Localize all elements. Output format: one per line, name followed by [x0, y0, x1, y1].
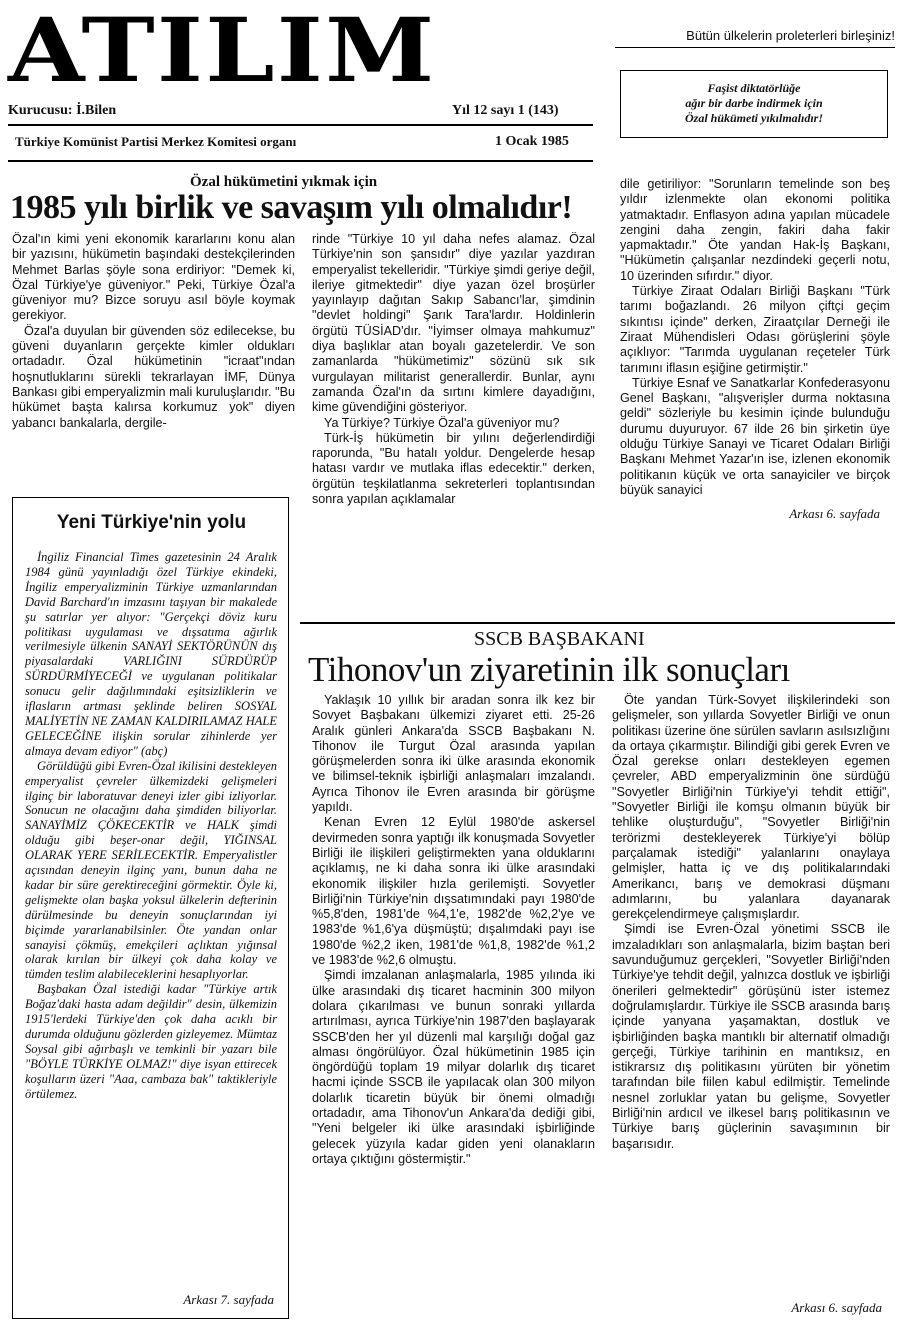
continued-reference: Arkası 6. sayfada — [789, 506, 880, 522]
paragraph: Şimdi ise Evren-Özal yönetimi SSCB ile imzaladıkları son anlaşmalarla, bizim baştan beri savunduğumuz gerçekleri, "Sovyetler Birliği'nden Türkiye'ye tehdit değil, yalnızca dostluk ve işbirliği önerileri gelmektedir" görüşünü ister istemez doğrulamışlardır. Türkiye ile SSCB arasında barış içinde yanyana yaşamaktan, dostluk ve işbirliğinden başka mantıklı bir alternatif olmadığı gerçeği, Türkiye tarihinin en mantıksız, en istikrarsız dış politikasını yürüten bir yönetim tarafından bile fiilen kabul edilmiştir. Temelinde nesnel zorluklar yatan bu gelişme, Sovyetler Birliği'nin ardıcıl ve ilkesel barış politikasının ve Türkiye barış güçlerinin savaşımının bir başarısıdır. — [612, 922, 890, 1151]
continued-reference: Arkası 7. sayfada — [183, 1292, 274, 1307]
paragraph: Öte yandan Türk-Sovyet ilişkilerindeki son gelişmeler, son yıllarda Sovyetler Birliği ve onun politikası üzerine öne sürülen savların asılsızlığını da ortaya çıkarmıştır. Bilindiği gibi gerek Evren ve Özal gerekse onları destekleyen egemen çevreler, ABD emperyalizminin öne sürdüğü "Sovyetler Birliği'nin Türkiye'yi tehdit ettiği", "Sovyetler Birliği ile komşu olmanın büyük bir tehlike oluşturduğu", "Sovyetler Birliği'nin terörizmi destekleyerek Türkiye'yi bölüp parçalamak istediği" yalanlarını onaylaya gelmişler, hatta iç ve dış politikalarındaki Amerikancı, barış ve demokrasi düşmanı adımlarını, bu yalanlara dayanarak gerekçelendirmeye çalışmışlardır. — [612, 693, 890, 922]
masthead-rule-bottom — [8, 160, 593, 162]
article1-column-3 — [620, 177, 890, 522]
paragraph: Görüldüğü gibi Evren-Özal ikilisini destekleyen emperyalist çevreler ülkemizdeki gelişmeleri ilginç bir laboratuvar deneyi izler gibi izliyorlar. Sonucun ne olacağını daha şimdiden biliyorlar. SANAYİMİZ ÇÖKECEKTİR ve HALK şimdi olduğu gibi beşer-onar değil, YIĞINSAL OLARAK YERE SERİLECEKTİR. Emperyalistler açısından deneyin ilginç yanı, bunun daha ne kadar bir süre gerektireceğini görmektir. Öyle ki, gelişmekte olan başka yoksul ülkelerin defterinin dürülmesinde bu deneyin sonuçlarından iyi biçimde yararlanabilsinler. Öte yandan onlar sanayisi çökmüş, emekçileri açlıktan yığınsal olarak kırılan bir ülkeyi çok daha kolay ve tümden teslim alabileceklerini hesaplıyorlar. — [25, 758, 277, 982]
issue-number: Yıl 12 sayı 1 (143) — [452, 103, 559, 118]
article1-kicker: Özal hükümetini yıkmak için — [190, 174, 378, 190]
founder-line: Kurucusu: İ.Bilen — [8, 103, 117, 118]
article1-column-2 — [312, 232, 595, 507]
continued-reference: Arkası 6. sayfada — [791, 1300, 882, 1315]
article1-headline: 1985 yılı birlik ve savaşım yılı olmalıdır! — [10, 189, 573, 226]
article2-headline: Tihonov'un ziyaretinin ilk sonuçları — [308, 650, 790, 689]
slogan: Bütün ülkelerin proleterleri birleşiniz! — [686, 28, 895, 43]
issue-date: 1 Ocak 1985 — [495, 134, 569, 149]
quote-line: ağır bir darbe indirmek için — [685, 96, 823, 110]
paragraph: rinde "Türkiye 10 yıl daha nefes alamaz. Özal Türkiye'nin son şansıdır" diye yazılar yazdıran emperyalist tekelleridir. "Türkiye şimdi geriye değil, ileriye gitmektedir" diye yazan özel broşürler yayınlayıp dağıtan Sakıp Sabancı'lar, şimdinin "devlet holdingi" Şarık Tara'lardır. Holdinlerin örgütü TÜSİAD'dır. "İyimser olmaya mahkumuz" diya başlıklar atan boyalı gazetelerdir. Ve son zamanlarda "hükümetimiz" sözünü sık sık vurgulayan militarist generallerdir. Bunlar, aynı zamanda Özal'ın da sırtını kimlere dayadığını, kime güvendiğini gösteriyor. — [312, 232, 595, 415]
section-rule — [300, 622, 895, 624]
paragraph: İngiliz Financial Times gazetesinin 24 Aralık 1984 günü yayınladığı özel Türkiye ekindeki, İngiliz emperyalizminin Türkiye uzmanlarından David Barchard'ın imzasını taşıyan bir makalede şu satırlar yer alıyor: "Gerçekçi döviz kuru politikası uygulaması ve dışsatıma ağırlık verilmesiyle ülkenin SANAYİ SEKTÖRÜNÜN dış piyasalardaki VARLIĞINI SÜRDÜRÜP SÜRDÜRMİYECEĞİ ve uygulanan politikalar sonucu gelir dağılımındaki eşitsizliklerin ve iflasların artması şeklinde beliren SOSYAL MALİYETİN NE ZAMAN KALDIRILAMAZ HALE GELECEĞİNE ilişkin sorular zihinlerde yer almaya devam ediyor" (abç) — [25, 550, 277, 758]
paragraph: Türkiye Esnaf ve Sanatkarlar Konfederasyonu Genel Başkanı, "alışverişler durma noktasına geldi" sözleriyle bu kesimin içinde bulunduğu durumu duyuruyor. 67 ilde 26 bin şirketin üye olduğu Türkiye Sanayi ve Ticaret Odaları Birliği Başkanı Mehmet Yazar'ın ise, izlenen ekonomik politikanın küçük ve orta sanayiciler ve birçok büyük sanayici — [620, 375, 890, 497]
quote-line: Özal hükümeti yıkılmalıdır! — [684, 111, 824, 125]
article2-column-1 — [312, 693, 595, 1167]
paragraph: Yaklaşık 10 yıllık bir aradan sonra ilk kez bir Sovyet Başbakanı ülkemizi ziyaret etti. 25-26 Aralık günleri Ankara'da SSCB Başbakanı N. Tihonov ile Turgut Özal arasında yapılan görüşmelerden sonra iki ülke arasında ekonomik ve bilimsel-teknik işbirliği anlaşmaları imzalandı. Ayrıca Tihonov ile Evren arasında bir görüşme yapıldı. — [312, 693, 595, 815]
sidebar-box — [12, 497, 289, 1319]
sidebar-body — [25, 550, 277, 1102]
paragraph: Türk-İş hükümetin bir yılını değerlendirdiği raporunda, "Bu hatalı yoldur. Dengelerde hesap hatası vardır ve mutlaka iflas edecektir." derken, örgütün teşkilatlanma sekreterleri toplantısından sonra yapılan açıklamalar — [312, 430, 595, 507]
paragraph: dile getiriliyor: "Sorunların temelinde son beş yıldır izlenmekte olan ekonomi politika yatmaktadır. Enflasyon adına yapılan mücadele zengini daha zengin, fakiri daha fakir yapmaktadır." Öte yandan Hak-İş Başkanı, "Hükümetin çalışanlar nezdindeki geçerli notu, 10 üzerinden sıfırdır." diyor. — [620, 177, 890, 283]
organ-line: Türkiye Komünist Partisi Merkez Komitesi organı — [15, 134, 297, 149]
paragraph: Türkiye Ziraat Odaları Birliği Başkanı "Türk tarımı boğazlandı. 26 milyon çiftçi geçim sıkıntısı içinde" derken, Ziraatçılar Derneği ile Ziraat Mühendisleri Odası görüşlerini şöyle açıklıyor: "Tarımda uygulanan reçeteler Türk tarımını iflasın eşiğine getirmiştir." — [620, 284, 890, 375]
quote-box — [620, 70, 888, 138]
article2-section-label: SSCB BAŞBAKANI — [474, 628, 645, 650]
article2-column-2 — [612, 693, 890, 1152]
quote-line: Faşist diktatörlüğe — [707, 81, 801, 95]
masthead-title: ATILIM — [8, 0, 437, 102]
paragraph: Özal'a duyulan bir güvenden söz edilecekse, bu güveni duyanların gerçekte kimler oldukları ortadadır. Özal hükümetinin "icraat"ından hoşnutluklarını sürekli tekrarlayan İMF, Dünya Bankası gibi emperyalizmin mali kuruluşlarıdır. "Bu hükümet başta kalırsa korkumuz yok" diyen yabancı bankalarla, dergile- — [12, 323, 295, 430]
paragraph: Ya Türkiye? Türkiye Özal'a güveniyor mu? — [324, 415, 560, 430]
masthead-rule-top — [8, 124, 593, 126]
slogan-rule — [615, 47, 895, 48]
paragraph: Şimdi imzalanan anlaşmalarla, 1985 yılında iki ülke arasındaki dış ticaret hacminin 300 milyon dolara çıkarılması ve bunun sonraki yıllarda artırılması, ayrıca Türkiye'nin 1987'den başlayarak SSCB'den her yıl düzenli mal karşılığı doğal gaz alması öngörülüyor. Özal hükümetinin 1985 için öngördüğü toplam 19 milyar dolarlık dış ticaret hacmi içinde SSCB ile yapılacak olan 300 milyon dolarlık ticaretin büyük bir önemi olmadığı ortadadır, ama Tihonov'un Ankara'da dediği gibi, "Yeni belgeler iki ülke arasındaki işbirliğinde gelecek yüzyıla kadar giden yeni olanakların ortaya çıktığını göstermiştir." — [312, 968, 595, 1166]
paragraph: Özal'ın kimi yeni ekonomik kararlarını konu alan bir yazısını, hükümetin başındaki destekçilerinden Mehmet Barlas şöyle sona erdiriyor: "Demek ki, Özal Türkiye'ye güveniyor." Peki, Türkiye Özal'a güveniyor mu? Bizce soruyu asıl böyle koymak gerekiyor. — [12, 232, 295, 323]
paragraph: Başbakan Özal istediği kadar "Türkiye artık Boğaz'daki hasta adam değildir" desin, ülkemizin 1915'lerdeki Türkiye'den çok daha acıklı bir durumda olduğunu gözlerden gizleyemez. Mümtaz Soysal gibi ağırbaşlı ve temkinli bir yazarı bile "BÖYLE TÜRKİYE OLMAZ!" diye isyan ettirecek koşulların üzeri "Aaa, cambaza bak" taktikleriyle örtülemez. — [25, 982, 277, 1101]
paragraph: Kenan Evren 12 Eylül 1980'de askersel devirmeden sonra yaptığı ilk konuşmada Sovyetler Birliği ile ilişkileri geliştirmekten yana olduklarını açıklamış, ne ki daha sonra iki ülke arasındaki ekonomik ilişkiler hızla gerilemişti. Sovyetler Birliği'nin Türkiye'nin dışsatımındaki payı 1980'de %5,8'den, 1981'de %4,1'e, 1982'de %2,2'ye ve 1983'de %1,6'ya düşmüştü; dışalımdaki payı ise 1980'de %2,2 iken, 1981'de %1,8, 1982'de %1,2 ve 1983'de %2,6 olmuştu. — [312, 815, 595, 968]
article1-column-1 — [12, 232, 295, 431]
sidebar-title: Yeni Türkiye'nin yolu — [56, 512, 247, 533]
